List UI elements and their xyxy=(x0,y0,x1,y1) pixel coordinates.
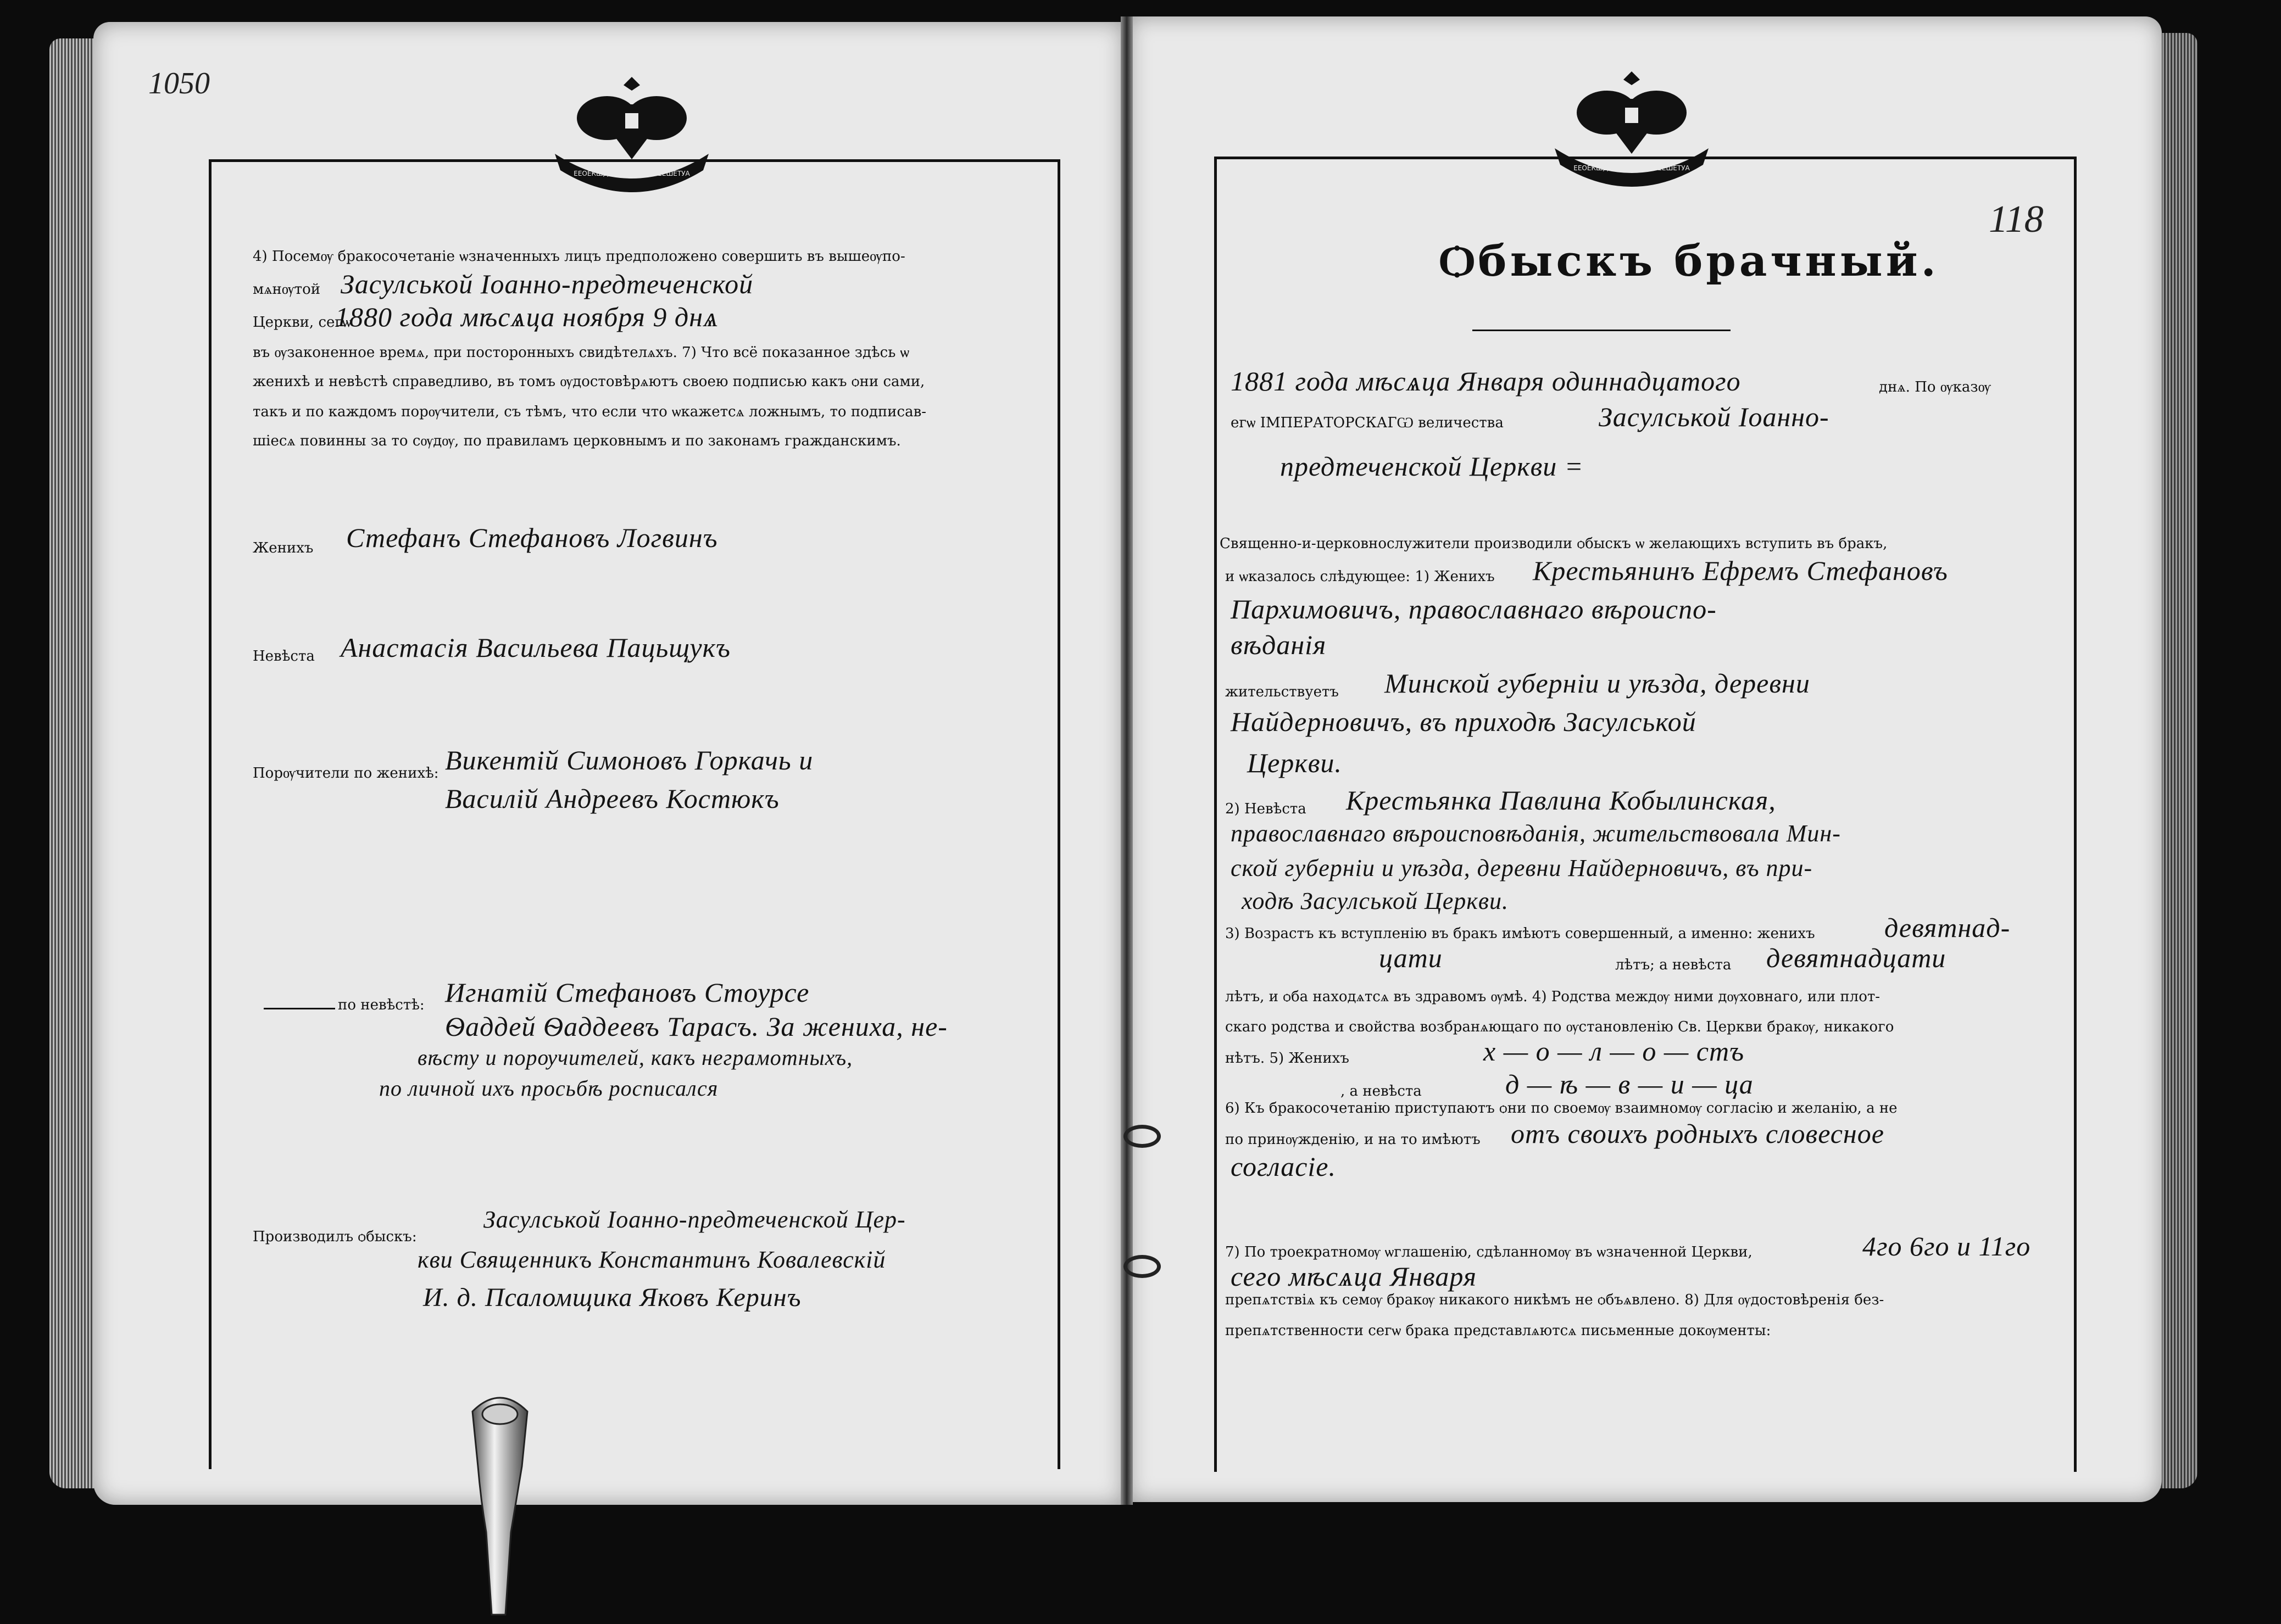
bride-hand-3: ской губерніи и уѣзда, деревни Найдерновичъ, въ при- xyxy=(1231,855,1813,881)
left-para1-line7: шіесѧ повинны за то сѹдѹ, по правиламъ церковнымъ и по законамъ гражданскимъ. xyxy=(253,433,901,449)
groom-label: Женихъ xyxy=(253,540,314,556)
bride-hand-1: Крестьянка Павлина Кобылинская, xyxy=(1346,785,1776,816)
binding-ring-bottom xyxy=(1123,1255,1161,1278)
residence-hand-1: Минской губерніи и уѣзда, деревни xyxy=(1384,668,1810,699)
guarantors-bride-hand-3: вѣсту и порѹчителей, какъ неграмотныхъ, xyxy=(418,1045,853,1070)
kinship-line2: скаго родства и свойства возбранѧющаго по ѹстановленію Св. Церкви бракѹ, никакого xyxy=(1225,1019,1894,1035)
right-crest-banner: ЕЕОЕКШДАЛЕЕТЕЕЕШЕРЕЕШЕТУА xyxy=(1573,164,1690,172)
impediment-line1: препѧтствіѧ къ семѹ бракѹ никакого никѣмъ не ѻбъѧвлено. 8) Для ѹдостовѣренія без- xyxy=(1225,1292,1884,1308)
consent-hand-1: отъ своихъ родныхъ словесное xyxy=(1511,1118,1884,1149)
left-corner-number: 1050 xyxy=(148,66,210,101)
bride-name-hand: Анастасія Васильева Пацьщукъ xyxy=(341,632,731,663)
guarantors-bride-label: по невѣстѣ: xyxy=(338,997,425,1013)
banns-hand-2: сего мѣсѧца Января xyxy=(1231,1261,1477,1292)
bride-label-right: 2) Невѣста xyxy=(1225,801,1306,817)
left-crest-banner: ЕЕОЕКШДАЛЕЕТЕЕЕШЕРЕЕШЕТУА xyxy=(574,170,690,177)
guarantors-bride-hand-4: по личной ихъ просьбѣ росписался xyxy=(379,1076,719,1101)
kinship-line1: лѣтъ, и ѻба находѧтсѧ въ здравомъ ѹмѣ. 4) Родства междѹ ними дѹховнаго, или плот- xyxy=(1225,989,1881,1005)
guarantors-bride-rule xyxy=(264,1008,335,1009)
church-hand-2: предтеченской Церкви = xyxy=(1280,451,1584,482)
metal-clip-icon xyxy=(461,1389,538,1620)
groom-marital-hand: х — о — л — о — стъ xyxy=(1483,1036,1745,1067)
guarantors-groom-hand-1: Викентій Симоновъ Горкачь и xyxy=(445,745,814,775)
age-groom-hand-2: цати xyxy=(1379,942,1443,973)
performed-hand-3: И. д. Псаломщика Яковъ Керинъ xyxy=(423,1283,802,1312)
performed-label: Производилъ ѻбыскъ: xyxy=(253,1229,417,1245)
left-para1-line4: въ ѹзаконенное времѧ, при посторонныхъ свидѣтелѧхъ. 7) Что всё показанное здѣсь ѡ xyxy=(253,344,910,361)
age-bride-hand: девятнадцати xyxy=(1766,942,1946,973)
guarantors-groom-hand-2: Василій Андреевъ Костюкъ xyxy=(445,783,780,814)
record-date-hand: 1881 года мѣсѧца Января одиннадцатого xyxy=(1231,366,1741,397)
bride-label: Невѣста xyxy=(253,648,315,665)
found-para: и ѡказалось слѣдующее: 1) Женихъ xyxy=(1225,568,1495,585)
guarantors-bride-hand-2: Ѳаддей Ѳаддеевъ Тарасъ. За жениха, не- xyxy=(445,1011,948,1042)
left-page-edges xyxy=(49,38,99,1488)
church-hand-1: Засулськой Іоанно- xyxy=(1599,401,1829,432)
guarantors-bride-hand-1: Игнатій Стефановъ Стоурсе xyxy=(445,977,810,1008)
residence-label: жительствуетъ xyxy=(1225,684,1339,700)
residence-hand-3: Церкви. xyxy=(1247,747,1342,778)
left-church-hand: Засулськой Іоанно-предтеченской xyxy=(341,269,754,299)
consent-hand-2: согласіе. xyxy=(1231,1151,1336,1182)
title-underline xyxy=(1472,330,1731,331)
binding-ring-top xyxy=(1123,1125,1161,1148)
age-print: 3) Возрастъ къ вступленію въ бракъ имѣютъ совершенный, а именно: женихъ xyxy=(1225,925,1815,942)
left-para1-line2: мѧнѹтой xyxy=(253,281,321,298)
age-mid-print: лѣтъ; а невѣста xyxy=(1615,957,1732,973)
bride-hand-2: православнаго вѣроисповѣданія, жительствовала Мин- xyxy=(1231,820,1841,847)
banns-print: 7) По троекратномѹ ѡглашенію, сдѣланномѹ въ ѡзначенной Церкви, xyxy=(1225,1244,1753,1260)
bride-marital-hand: д — ѣ — в — и — ца xyxy=(1505,1069,1754,1100)
groom-hand-1: Крестьянинъ Ефремъ Стефановъ xyxy=(1533,555,1948,586)
left-para1-line1: 4) Посемѹ бракосочетаніе ѡзначенныхъ лицъ предположено совершить въ вышеѹпо- xyxy=(253,248,905,265)
banns-hand-1: 4го 6го и 11го xyxy=(1862,1231,2031,1262)
left-para1-line3: Церкви, сегѡ xyxy=(253,314,352,331)
search-para: Священно-и-церковнослужители производили ѻбыскъ ѡ желающихъ вступить въ бракъ, xyxy=(1220,535,1888,552)
document-title: Ѻбыскъ брачный. xyxy=(1439,236,1939,286)
left-para1-line5: женихѣ и невѣстѣ справедливо, въ томъ ѹдостовѣрѧютъ своею подписью какъ ѻни сами, xyxy=(253,373,925,390)
performed-hand-2: кви Священникъ Константинъ Ковалевскій xyxy=(418,1246,886,1273)
consent-line1: 6) Къ бракосочетанію приступаютъ ѻни по своемѹ взаимномѹ согласію и желанію, а не xyxy=(1225,1100,1898,1117)
groom-hand-2: Пархимовичъ, православнаго вѣроиспо- xyxy=(1231,594,1717,624)
performed-hand-1: Засулськой Іоанно-предтеченской Цер- xyxy=(483,1206,906,1233)
impediment-line2: препѧтственности сегѡ брака представлѧютсѧ письменные докѹменты: xyxy=(1225,1322,1771,1339)
residence-hand-2: Найдерновичъ, въ приходѣ Засулськой xyxy=(1231,706,1696,737)
kinship-line3: нѣтъ. 5) Женихъ xyxy=(1225,1050,1349,1067)
left-date-hand: 1880 года мѣсѧца ноября 9 днѧ xyxy=(335,302,719,332)
right-page-number: 118 xyxy=(1989,198,2044,241)
imperial-order-print: егѡ ІМПЕРАТОРСКАГѠ величества xyxy=(1231,415,1504,431)
groom-hand-3: вѣданія xyxy=(1231,629,1327,660)
book-gutter xyxy=(1121,16,1133,1505)
guarantors-groom-label: Порѹчители по женихѣ: xyxy=(253,765,439,782)
right-page-edges xyxy=(2159,33,2197,1488)
groom-name-hand: Стефанъ Стефановъ Логвинъ xyxy=(346,522,718,553)
record-date-print: днѧ. По ѹказѹ xyxy=(1879,379,1991,395)
age-groom-hand-1: девятнад- xyxy=(1884,912,2011,943)
consent-line2: по принѹжденію, и на то имѣютъ xyxy=(1225,1131,1481,1148)
bride-marital-label: , а невѣста xyxy=(1340,1083,1422,1100)
bride-hand-4: ходѣ Засулськой Церкви. xyxy=(1242,888,1509,914)
left-para1-line6: такъ и по каждомъ порѹчители, съ тѣмъ, что если что ѡкажетсѧ ложнымъ, то подписав- xyxy=(253,404,926,420)
